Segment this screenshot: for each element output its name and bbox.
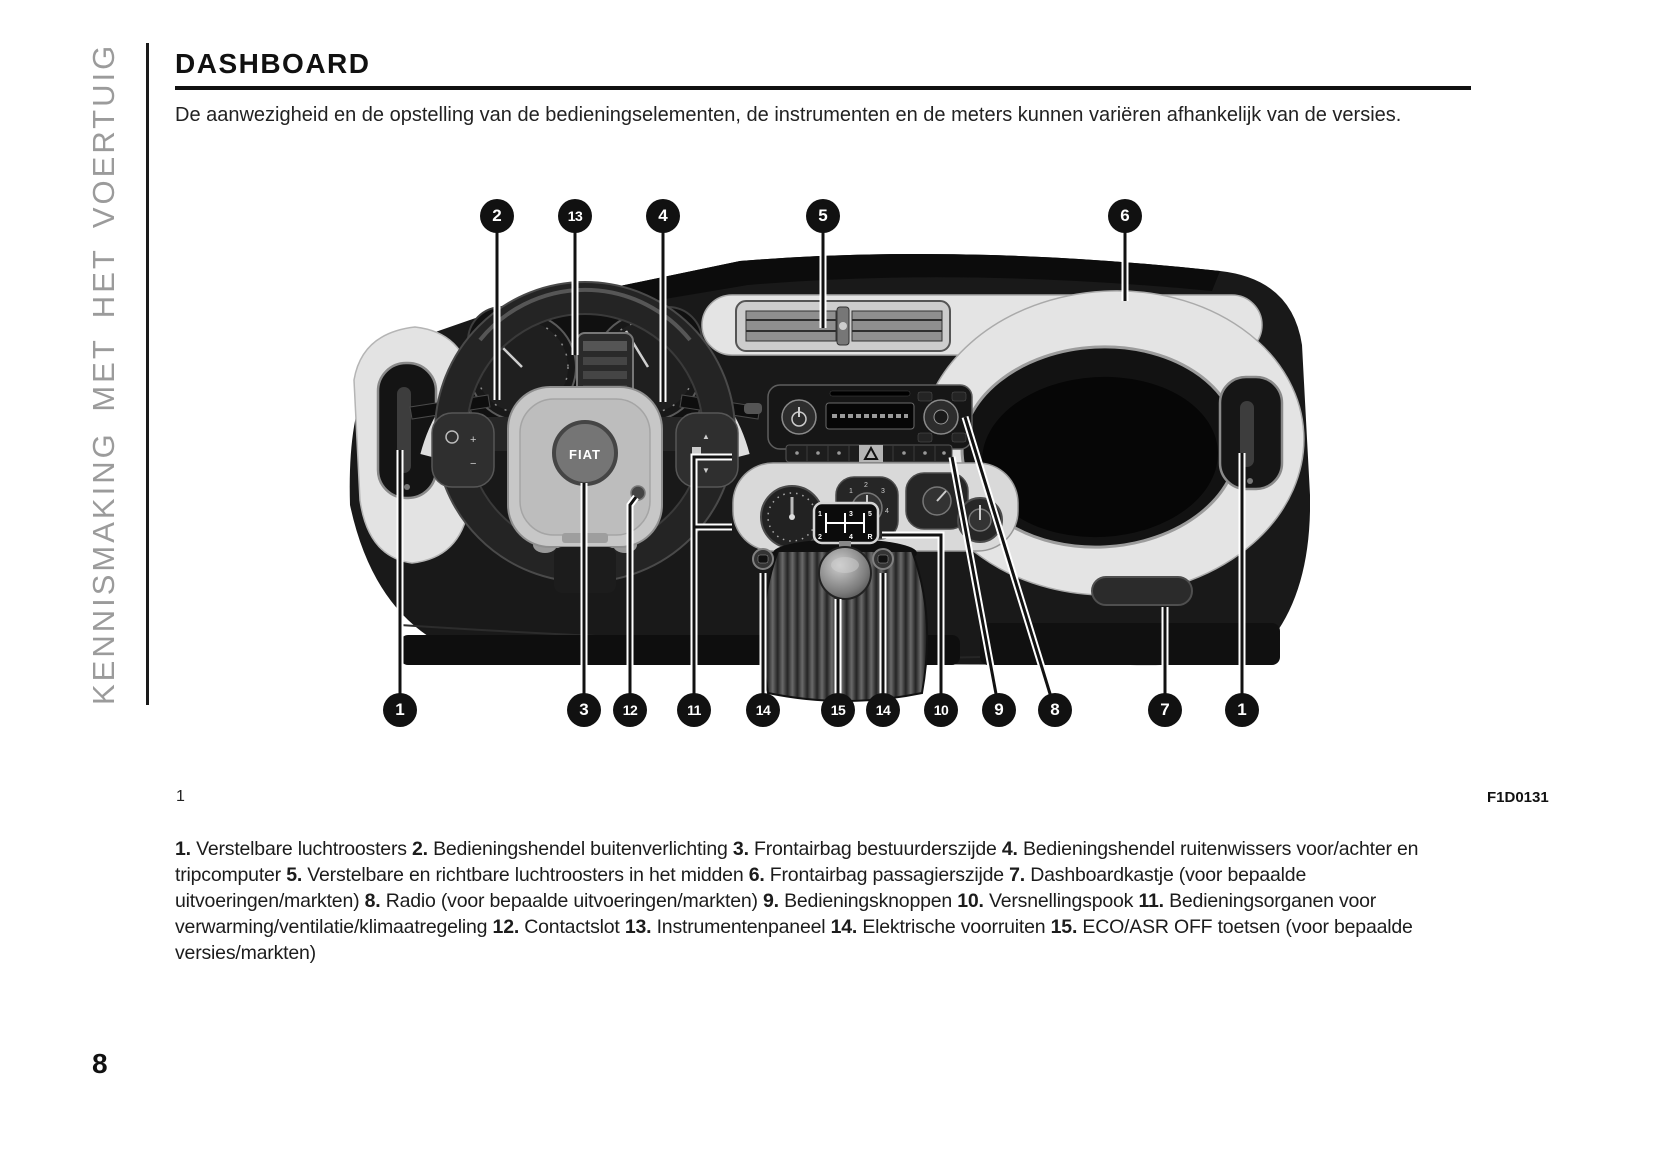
svg-text:−: − — [470, 458, 477, 470]
callout-3: 3 — [567, 693, 601, 727]
callout-9: 9 — [982, 693, 1016, 727]
wheel-right-buttons — [676, 413, 738, 487]
dashboard-illustration — [340, 195, 1310, 740]
callout-6: 6 — [1108, 199, 1142, 233]
caption-item-number: 1. — [175, 838, 197, 860]
svg-text:4: 4 — [849, 534, 853, 541]
caption-item-number: 5. — [286, 864, 308, 886]
svg-text:R: R — [867, 534, 873, 541]
caption-item-number: 8. — [364, 890, 386, 912]
svg-text:3: 3 — [849, 511, 853, 518]
svg-text:4: 4 — [885, 508, 889, 515]
caption-item-number: 11. — [1138, 890, 1170, 912]
callout-4: 4 — [646, 199, 680, 233]
left-air-vent — [378, 363, 436, 498]
figure-caption: 1. Verstelbare luchtroosters 2. Bedieningshendel buitenverlichting 3. Frontairbag bestuurderszijde 4. Bedieningshendel ruitenwissers voor/achter en tripcomputer 5. Verstelbare en richtbare luchtroosters in het midden 6. Frontairbag passagierszijde 7. Dashboardkastje (voor bepaalde uitvoeringen/markten) 8. Radio (voor bepaalde uitvoeringen/markten) 9. Bedieningsknoppen 10. Versnellingspook 11. Bedieningsorganen voor verwarming/ventilatie/klimaatregeling 12. Contactslot 13. Instrumentenpaneel 14. Elektrische voorruiten 15. ECO/ASR OFF toetsen (voor bepaalde versies/markten) — [175, 838, 1419, 964]
caption-item-number: 4. — [1001, 838, 1023, 860]
radio-unit — [768, 385, 972, 449]
dashboard-figure — [340, 195, 1310, 740]
callout-15: 15 — [821, 693, 855, 727]
glovebox-handle — [1092, 577, 1192, 605]
caption-item-number: 9. — [763, 890, 785, 912]
sidebar-divider — [146, 43, 149, 705]
caption-item-number: 12. — [492, 916, 525, 938]
title-underline — [175, 86, 1471, 90]
control-button-strip — [786, 445, 952, 462]
caption-item-number: 10. — [957, 890, 989, 912]
callout-1: 1 — [1225, 693, 1259, 727]
svg-text:▲: ▲ — [702, 432, 710, 441]
caption-item-number: 7. — [1009, 864, 1031, 886]
callout-8: 8 — [1038, 693, 1072, 727]
callout-7: 7 — [1148, 693, 1182, 727]
page-title: DASHBOARD — [175, 48, 371, 79]
svg-text:5: 5 — [868, 511, 872, 518]
caption-item-number: 15. — [1050, 916, 1083, 938]
figure-code: F1D0131 — [1487, 789, 1549, 806]
svg-text:▼: ▼ — [702, 466, 710, 475]
callout-13: 13 — [558, 199, 592, 233]
chapter-sidebar-label: KENNISMAKING MET HET VOERTUIG — [86, 42, 121, 705]
wheel-left-buttons — [432, 413, 494, 487]
caption-item-number: 14. — [830, 916, 863, 938]
caption-item-number: 13. — [624, 916, 657, 938]
figure-number: 1 — [176, 788, 185, 805]
callout-2: 2 — [480, 199, 514, 233]
callout-12: 12 — [613, 693, 647, 727]
svg-text:1: 1 — [849, 488, 853, 495]
callout-14: 14 — [746, 693, 780, 727]
callout-14: 14 — [866, 693, 900, 727]
center-air-vents — [736, 301, 950, 351]
caption-item-number: 6. — [748, 864, 770, 886]
callout-5: 5 — [806, 199, 840, 233]
svg-text:1: 1 — [818, 511, 822, 518]
caption-item-number: 2. — [412, 838, 434, 860]
intro-paragraph: De aanwezigheid en de opstelling van de bedieningselementen, de instrumenten en de meters kunnen variëren afhankelijk van de versies. — [175, 104, 1402, 126]
page-number: 8 — [92, 1048, 108, 1079]
svg-text:2: 2 — [864, 482, 868, 489]
callout-1: 1 — [383, 693, 417, 727]
callout-11: 11 — [677, 693, 711, 727]
right-air-vent — [1220, 377, 1282, 489]
callout-10: 10 — [924, 693, 958, 727]
svg-text:3: 3 — [881, 488, 885, 495]
svg-text:+: + — [470, 434, 477, 446]
svg-text:FIAT: FIAT — [569, 447, 601, 462]
svg-text:2: 2 — [818, 534, 822, 541]
caption-item-number: 3. — [732, 838, 755, 860]
